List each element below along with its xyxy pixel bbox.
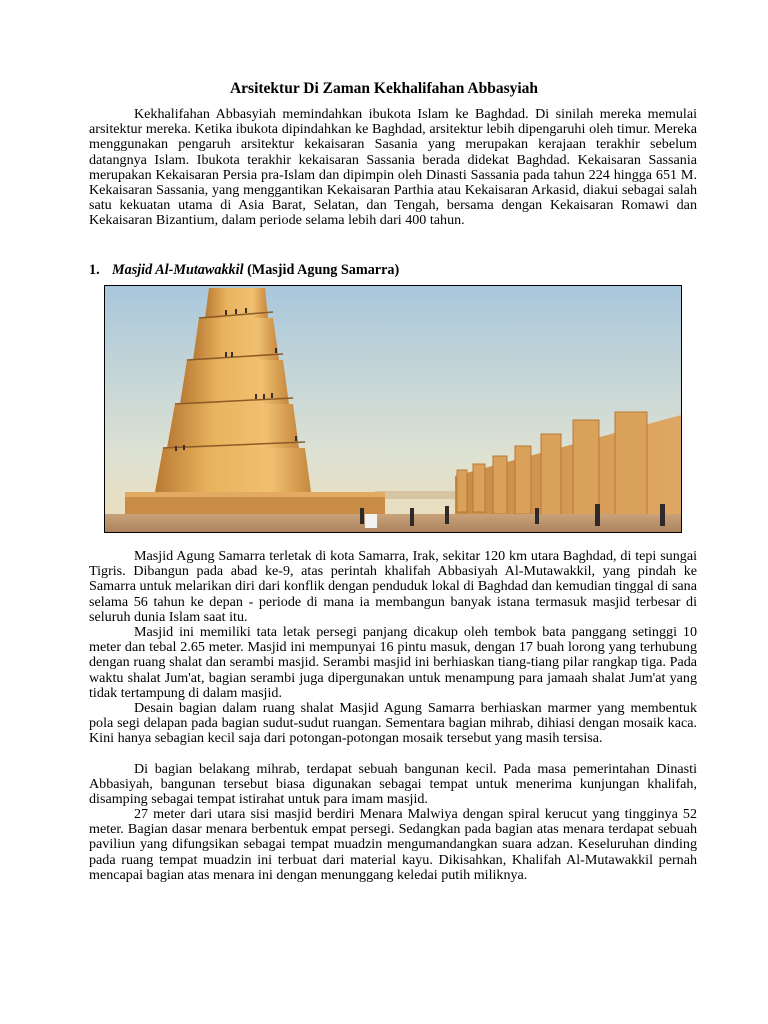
paragraph-5 (89, 807, 697, 883)
paragraph-2 (89, 625, 697, 701)
section-name-rest: (Masjid Agung Samarra) (243, 262, 400, 278)
intro-paragraph (89, 107, 697, 229)
section-name-italic: Masjid Al-Mutawakkil (112, 262, 244, 278)
intro-text: Kekhalifahan Abbasyiah memindahkan ibukota Islam ke Baghdad. Di sinilah mereka memulai arsitektur mereka. Ketika ibukota dipindahkan ke Baghdad, arsitektur lebih dipengaruhi oleh timur. Mereka menggunakan pengaruh arsitektur kekaisaran Sasania yang merupakan kerajaan terakhir sebelum datangnya Islam. Ibukota terakhir kekaisaran Sassania berada didekat Baghdad. Kekaisaran Sassania merupakan Kekaisaran Persia pra-Islam dan dipimpin oleh Dinasti Sassania pada tahun 224 hingga 651 M. Kekaisaran Sassania, yang menggantikan Kekaisaran Parthia atau Kekaisaran Arkasid, diakui sebagai salah satu kekuatan utama di Asia Barat, Selatan, dan Tengah, bersama dengan Kekaisaran Romawi dan Kekaisaran Bizantium, dalam periode selama lebih dari 400 tahun. (89, 106, 697, 229)
paragraph-3 (89, 701, 697, 747)
paragraph-2-text: Masjid ini memiliki tata letak persegi panjang dicakup oleh tembok bata panggang setinggi 10 meter dan tebal 2.65 meter. Masjid ini mempunyai 16 pintu masuk, dengan 17 buah lorong yang terhubung dengan ruang shalat dan serambi masjid. Serambi masjid ini berhiaskan tiang-tiang pilar rangkap tiga. Pada waktu shalat Jum'at, bagian serambi juga dipergunakan untuk menampung para jamaah shalat Jum'at yang tidak tertampung di dalam masjid. (89, 624, 697, 701)
mosque-photo (104, 285, 682, 533)
paragraph-1-text: Masjid Agung Samarra terletak di kota Samarra, Irak, sekitar 120 km utara Baghdad, di tepi sungai Tigris. Dibangun pada abad ke-9, atas perintah khalifah Abbasiyah Al-Mutawakkil, yang pindah ke Samarra untuk melarikan diri dari konflik dengan penduduk lokal di Baghdad dan kemudian tinggal di sana selama 56 tahun ke depan - periode di mana ia membangun banyak istana termasuk masjid terbesar di seluruh dunia Islam saat itu. (89, 548, 697, 625)
malwiya-minaret-image (105, 286, 682, 533)
page-title: Arsitektur Di Zaman Kekhalifahan Abbasyiah (229, 80, 539, 97)
section-number: 1. (89, 262, 100, 278)
paragraph-4 (89, 762, 697, 808)
section-heading (89, 262, 399, 279)
paragraph-5-text: 27 meter dari utara sisi masjid berdiri Menara Malwiya dengan spiral kerucut yang tingginya 52 meter. Bagian dasar menara berbentuk empat persegi. Sedangkan pada bagian atas menara terdapat sebuah paviliun yang difungsikan sebagai tempat muadzin mengumandangkan suara adzan. Keseluruhan dinding pada ruang tempat muadzin ini terbuat dari material kayu. Dikisahkan, Khalifah Al-Mutawakkil pernah mencapai bagian atas menara ini dengan menunggang keledai putih miliknya. (89, 806, 697, 883)
paragraph-4-text: Di bagian belakang mihrab, terdapat sebuah bangunan kecil. Pada masa pemerintahan Dinasti Abbasiyah, bangunan tersebut biasa digunakan sebagai tempat untuk menerima kunjungan khalifah, disamping sebagai tempat istirahat untuk para imam masjid. (89, 761, 697, 808)
paragraph-3-text: Desain bagian dalam ruang shalat Masjid Agung Samarra berhiaskan marmer yang membentuk pola segi delapan pada bagian sudut-sudut ruangan. Sementara bagian mihrab, dihiasi dengan mosaik kaca. Kini hanya sebagian kecil saja dari potongan-potongan mosaik tersebut yang masih tersisa. (89, 700, 697, 747)
paragraph-1 (89, 549, 697, 625)
